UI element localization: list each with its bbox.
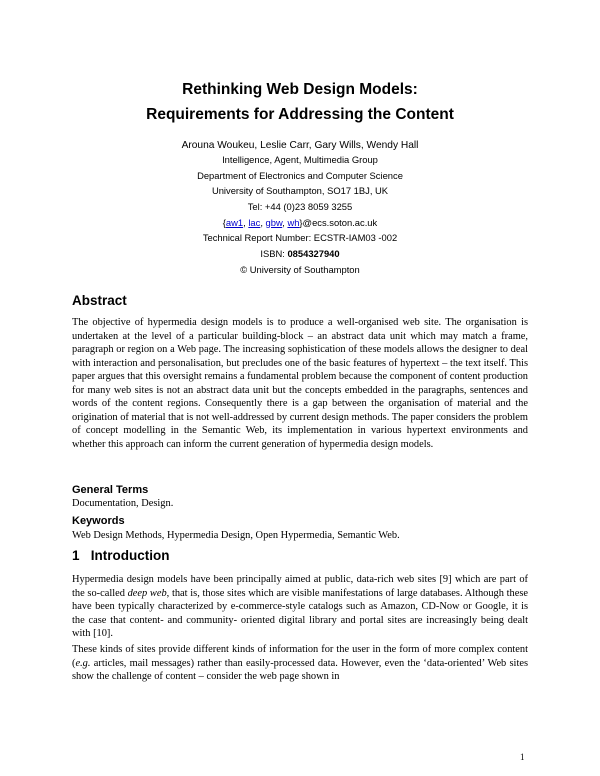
email-line: {aw1, lac, gbw, wh}@ecs.soton.ac.uk: [222, 216, 378, 228]
abstract-heading: Abstract: [72, 293, 127, 308]
telephone: Tel: +44 (0)23 8059 3255: [247, 201, 353, 213]
keywords-text: Web Design Methods, Hypermedia Design, Open Hypermedia, Semantic Web.: [72, 530, 400, 541]
author-list: Arouna Woukeu, Leslie Carr, Gary Wills, Wendy Hall: [181, 140, 419, 151]
abstract-text: The objective of hypermedia design models is to produce a well-organised web site. The organisation is undertaken at the level of a particular building-block – an abstract data unit which may match a frame, paragraph or region on a Web page. The increasing sophistication of these models allows the designer to deal with interaction and personalisation, but precludes one of the basic features of hypertext – the text itself. This paper argues that this oversight remains a fundamental problem because the component of content production for many web sites is not an abstract data unit but the concepts embedded in the paragraphs, sentences and words of the content regions. Consequently there is a gap between the organisation of material and the origination of material that is not well-addressed by current design methods. The paper considers the problem of concept modelling in the Semantic Web, its implementation in various hypertext environments and whether this approach can inform the current generation of hypermedia design models.: [72, 317, 528, 450]
intro-paragraph-2: These kinds of sites provide different kinds of information for the user in the form of more complex content (e.g. articles, mail messages) rather than easily-processed data. However, even the ‘data-oriented’ Web sites show the challenge of content – consider the web page shown in: [72, 644, 528, 682]
paper-title-line-1: Rethinking Web Design Models:: [182, 81, 418, 98]
email-link-lac[interactable]: lac: [248, 216, 261, 228]
introduction-heading: 1 Introduction: [72, 548, 170, 563]
isbn-line: ISBN: 0854327940: [260, 248, 340, 260]
affiliation-block: [0, 152, 600, 278]
report-number: Technical Report Number: ECSTR-IAM03 -002: [202, 232, 398, 244]
department-name: Department of Electronics and Computer Science: [197, 169, 403, 181]
page-number: 1: [520, 752, 525, 762]
intro-paragraph-1: Hypermedia design models have been principally aimed at public, data-rich web sites [9] which are part of the so-called deep web, that is, those sites which are visible manifestations of large databases. Although these have been typically characterized by e-commerce-style catalogs such as Amazon, CD-Now or Google, it is the case that content- and community- oriented digital library and portal sites are increasingly being dealt with [10].: [72, 574, 528, 639]
general-terms-text: Documentation, Design.: [72, 498, 174, 509]
email-link-gbw[interactable]: gbw: [265, 216, 283, 228]
keywords-heading: Keywords: [72, 515, 125, 527]
group-name: Intelligence, Agent, Multimedia Group: [222, 154, 378, 165]
paper-title-line-2: Requirements for Addressing the Content: [146, 106, 454, 123]
email-link-wh[interactable]: wh: [287, 216, 300, 228]
general-terms-heading: General Terms: [72, 484, 149, 496]
copyright-notice: © University of Southampton: [240, 263, 360, 275]
university-address: University of Southampton, SO17 1BJ, UK: [211, 185, 389, 197]
email-link-aw1[interactable]: aw1: [225, 216, 244, 228]
